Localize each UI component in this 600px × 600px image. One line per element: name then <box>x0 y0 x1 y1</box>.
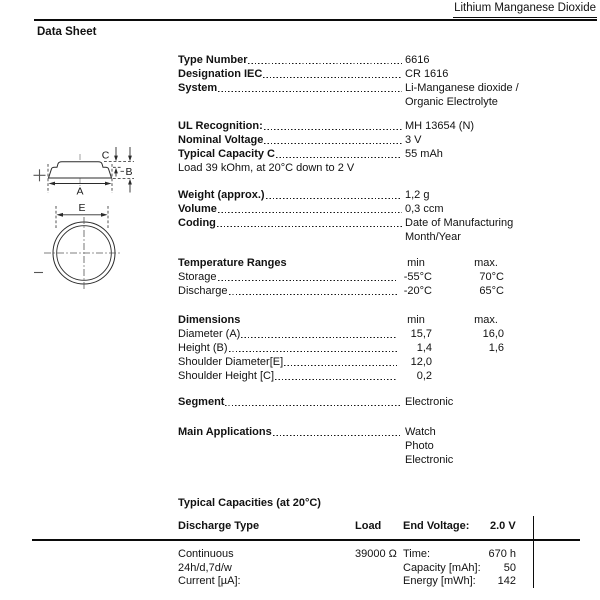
spec-value: 1,2 g <box>405 189 430 201</box>
spec-value: Photo <box>405 440 434 452</box>
table-vertical-rule <box>533 516 534 588</box>
spec-value: MH 13654 (N) <box>405 120 475 132</box>
max-value: 70°C <box>479 271 504 283</box>
capacity-value: 50 <box>503 561 516 574</box>
spec-label: Coding <box>178 217 216 229</box>
dot-leader <box>264 120 402 133</box>
spec-label: Typical Capacity C <box>178 148 275 160</box>
battery-side-view <box>34 147 135 198</box>
result-values-cell <box>456 548 516 589</box>
spec-row-applications-cont <box>178 453 504 467</box>
spec-label: Weight (approx.) <box>178 189 265 201</box>
dot-leader <box>266 189 402 202</box>
dim-c-arrowhead-up <box>114 168 118 174</box>
column-header-load: Load <box>355 520 382 532</box>
min-value: 12,0 <box>410 356 432 368</box>
capacities-table-header <box>178 520 528 533</box>
dot-leader <box>241 328 397 341</box>
spec-label: System <box>178 82 218 94</box>
capacities-table-row <box>178 548 523 593</box>
min-value: 1,4 <box>416 342 432 354</box>
dot-leader <box>217 217 402 230</box>
temperature-row-storage <box>178 270 504 284</box>
spec-label: Nominal Voltage <box>178 134 264 146</box>
load-cell: 39000 Ω <box>355 548 397 560</box>
spec-value: 0,3 ccm <box>405 203 444 215</box>
dim-a-arrowhead-left <box>49 182 56 186</box>
dim-b-arrowhead-down <box>128 156 132 162</box>
battery-diagram <box>10 140 160 300</box>
spec-row-segment <box>178 395 504 409</box>
dot-leader <box>229 285 397 298</box>
time-label: Time: <box>403 548 431 560</box>
spec-value: Li-Manganese dioxide / <box>405 82 519 94</box>
dot-leader <box>225 396 402 409</box>
load-condition-note: Load 39 kOhm, at 20°C down to 2 V <box>178 162 355 174</box>
battery-top-view <box>34 202 121 289</box>
spec-row-ul <box>178 119 504 133</box>
energy-value: 142 <box>497 575 516 587</box>
spec-label: Volume <box>178 203 217 215</box>
max-value: 65°C <box>479 285 504 297</box>
spec-value: 3 V <box>405 134 422 146</box>
dot-leader <box>284 356 397 369</box>
dot-leader <box>229 342 397 355</box>
spec-label: Discharge <box>178 285 228 297</box>
spec-value: Electronic <box>405 454 454 466</box>
spec-value: Watch <box>405 426 436 438</box>
spec-row-coding <box>178 216 514 230</box>
temperature-section <box>178 256 504 298</box>
min-value: -20°C <box>403 285 432 297</box>
identification-section <box>178 53 519 109</box>
column-header-discharge-type: Discharge Type <box>178 520 260 532</box>
spec-value: 6616 <box>405 54 430 66</box>
table-header-rule <box>32 539 580 540</box>
spec-value: 55 mAh <box>405 148 443 160</box>
spec-label: Segment <box>178 396 225 408</box>
spec-row-applications-cont <box>178 439 504 453</box>
max-column-header: max. <box>474 257 498 269</box>
dim-e-label: E <box>78 202 86 214</box>
temperature-header-row <box>178 256 504 270</box>
max-column-header: max. <box>474 314 498 326</box>
discharge-type-line: Continuous <box>178 548 234 560</box>
spec-row-system-cont <box>178 95 504 109</box>
dimensions-row-height <box>178 341 504 355</box>
spec-row-type-number <box>178 53 504 67</box>
spec-value: Electronic <box>405 396 454 408</box>
dim-c-label: C <box>101 149 110 162</box>
discharge-type-cell <box>178 548 241 589</box>
spec-value: CR 1616 <box>405 68 449 80</box>
column-header-voltage-value: 2.0 V <box>490 520 516 532</box>
spec-value: Organic Electrolyte <box>405 96 498 108</box>
capacities-table-title: Typical Capacities (at 20°C) <box>178 497 321 509</box>
dot-leader <box>218 271 397 284</box>
dimensions-section <box>178 313 504 383</box>
dimensions-row-shoulder-height <box>178 369 504 383</box>
dot-leader <box>248 54 402 67</box>
spec-row-designation <box>178 67 504 81</box>
plus-polarity-mark <box>34 169 46 181</box>
time-value: 670 h <box>488 548 516 560</box>
min-column-header: min <box>407 257 425 269</box>
spec-label: Shoulder Height [C] <box>178 370 274 382</box>
dim-b-arrowhead-up <box>128 179 132 185</box>
dot-leader <box>276 148 402 161</box>
spec-label: Height (B) <box>178 342 228 354</box>
section-title: Temperature Ranges <box>178 257 287 269</box>
electrical-section <box>178 119 504 175</box>
spec-row-applications <box>178 425 504 439</box>
min-value: 15,7 <box>410 328 432 340</box>
spec-label: Storage <box>178 271 217 283</box>
cell-profile <box>49 162 112 178</box>
dot-leader <box>275 370 397 383</box>
section-title: Dimensions <box>178 314 241 326</box>
dim-a-arrowhead-right <box>105 182 112 186</box>
spec-label: UL Recognition: <box>178 120 263 132</box>
spec-row-system <box>178 81 519 95</box>
spec-row-volume <box>178 202 504 216</box>
dimensions-row-diameter <box>178 327 504 341</box>
spec-label: Shoulder Diameter[E] <box>178 356 284 368</box>
min-value: 0,2 <box>416 370 432 382</box>
min-column-header: min <box>407 314 425 326</box>
spec-label: Main Applications <box>178 426 272 438</box>
dot-leader <box>273 426 402 439</box>
min-value: -55°C <box>403 271 432 283</box>
applications-section <box>178 425 504 467</box>
max-value: 1,6 <box>488 342 504 354</box>
dim-e-arrowhead-right <box>101 213 108 217</box>
discharge-type-line: 24h/d,7d/w <box>178 561 232 574</box>
page-title: Data Sheet <box>37 26 97 38</box>
capacity-label: Capacity [mAh]: <box>403 561 481 574</box>
dimensions-header-row <box>178 313 504 327</box>
dot-leader <box>218 82 402 95</box>
spec-label: Designation IEC <box>178 68 263 80</box>
dim-a-label: A <box>76 185 84 198</box>
dot-leader <box>263 68 402 81</box>
temperature-row-discharge <box>178 284 504 298</box>
spec-row-coding-cont <box>178 230 504 244</box>
dim-b-label: B <box>125 166 133 178</box>
column-header-end-voltage: End Voltage: <box>403 520 470 532</box>
discharge-type-line: Current [µA]: <box>178 575 241 587</box>
segment-section <box>178 395 504 409</box>
spec-value: Date of Manufacturing <box>405 217 514 229</box>
spec-value: Month/Year <box>405 231 461 243</box>
spec-label: Type Number <box>178 54 248 66</box>
spec-row-weight <box>178 188 504 202</box>
energy-label: Energy [mWh]: <box>403 575 476 587</box>
spec-label: Diameter (A) <box>178 328 241 340</box>
header-rule <box>34 19 597 22</box>
dot-leader <box>218 203 402 216</box>
spec-row-typical-capacity <box>178 147 504 161</box>
dim-e-arrowhead-left <box>56 213 63 217</box>
dim-c-arrowhead-down <box>114 156 118 162</box>
dimensions-row-shoulder-diameter <box>178 355 504 369</box>
spec-row-nominal-voltage <box>178 133 504 147</box>
dot-leader <box>264 134 402 147</box>
physical-section <box>178 188 514 244</box>
max-value: 16,0 <box>482 328 504 340</box>
product-family-title: Lithium Manganese Dioxide <box>453 2 597 18</box>
